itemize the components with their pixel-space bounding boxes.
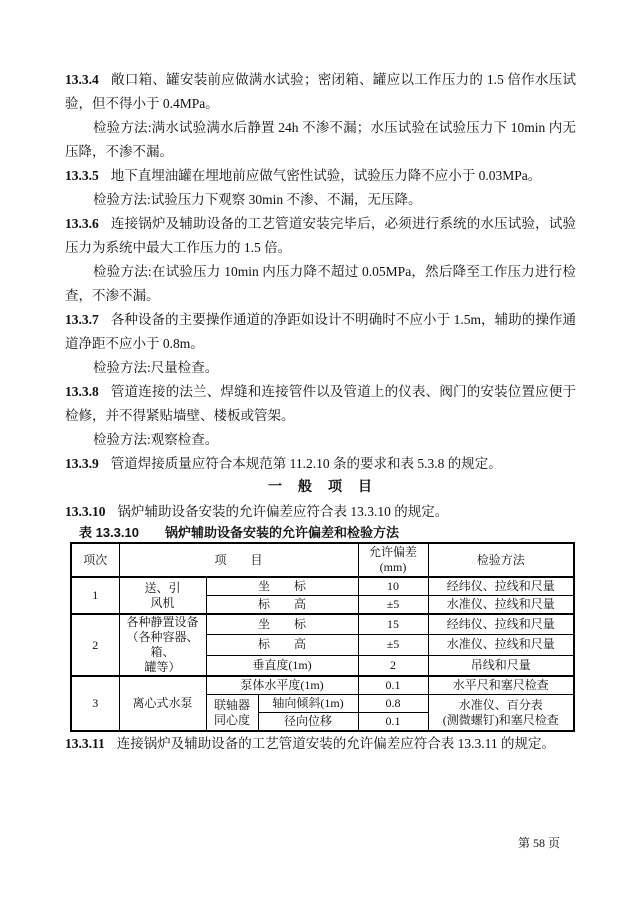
tolerance-cell: 10 [358,577,428,596]
table-caption-label: 表 13.3.10 [79,525,139,540]
section-text: 敞口箱、罐安装前应做满水试验；密闭箱、罐应以工作压力的 1.5 倍作水压试验，但不得小于 0.4MPa。 [65,72,576,111]
section-text: 各种设备的主要操作通道的净距如设计不明确时不应小于 1.5m，辅助的操作通道净距不应小于 0.8m。 [65,312,576,351]
method-cell: 水准仪、拉线和尺量 [428,635,574,655]
section-number: 13.3.7 [65,312,99,327]
item-group-cell [206,695,258,732]
item-cell: 泵体水平度(1m) [206,676,358,695]
method-text: 检验方法:满水试验满水后静置 24h 不渗不漏；水压试验在试验压力下 10min 内无压降，不渗不漏。 [65,120,576,159]
header-method: 检验方法 [428,543,574,577]
tolerance-cell: ±5 [358,635,428,655]
method-paragraph [65,356,576,380]
method-cell: 经纬仪、拉线和尺量 [428,577,574,596]
section-number: 13.3.9 [65,456,99,471]
device-cell [119,614,206,676]
item-cell: 垂直度(1m) [206,655,358,676]
tolerance-cell: 0.1 [358,676,428,695]
method-paragraph [65,116,576,164]
device-line: （各种容器、箱、 [126,630,199,659]
page-number: 第 58 页 [517,836,560,850]
section-text: 管道连接的法兰、焊缝和连接管件以及管道上的仪表、阀门的安装位置应便于检修，并不得紧贴墙壁、楼板或管架。 [65,384,576,423]
item-cell: 坐 标 [206,577,358,596]
section-13-3-7 [65,308,576,356]
header-tolerance-line1: 允许偏差 [368,545,417,559]
section-13-3-11 [65,732,576,756]
method-paragraph [65,428,576,452]
section-number: 13.3.8 [65,384,99,399]
table-row [71,676,574,695]
section-number: 13.3.6 [65,216,99,231]
method-text: 检验方法:观察检查。 [93,432,219,447]
device-line: 罐等） [144,660,181,674]
header-tolerance [358,543,428,577]
item-cell: 坐 标 [206,614,358,635]
device-line: 风机 [150,595,175,610]
section-13-3-5 [65,164,576,188]
tolerance-cell: 15 [358,614,428,635]
section-text: 锅炉辅助设备安装的允许偏差应符合表 13.3.10 的规定。 [117,504,449,519]
tolerance-cell: 2 [358,655,428,676]
section-number: 13.3.11 [65,736,105,751]
section-number: 13.3.10 [65,504,106,519]
section-13-3-9 [65,452,576,476]
header-tolerance-line2: (mm) [379,560,407,574]
section-number: 13.3.4 [65,72,99,87]
table-caption [79,524,576,541]
item-group-line: 同心度 [213,712,250,727]
section-13-3-6 [65,212,576,260]
method-cell: 经纬仪、拉线和尺量 [428,614,574,635]
method-text: 检验方法:试验压力下观察 30min 不渗、不漏，无压降。 [93,192,422,207]
item-cell: 轴向倾斜(1m) [258,695,358,713]
section-text: 地下直埋油罐在埋地前应做气密性试验，试验压力降不应小于 0.03MPa。 [110,168,542,183]
general-items-heading: 一 般 项 目 [268,480,373,495]
method-text: 检验方法:在试验压力 10min 内压力降不超过 0.05MPa，然后降至工作压力进行检查，不渗不漏。 [65,264,576,303]
header-item: 项 目 [119,543,358,577]
tolerance-cell: 0.8 [358,695,428,713]
method-cell [428,695,574,732]
item-no-cell: 3 [71,676,119,731]
table-row [71,614,574,635]
method-paragraph [65,188,576,212]
method-cell: 吊线和尺量 [428,655,574,676]
method-cell: 水平尺和塞尺检查 [428,676,574,695]
section-text: 连接锅炉及辅助设备的工艺管道安装的允许偏差应符合表 13.3.11 的规定。 [116,736,556,751]
method-line: (测微螺钉)和塞尺检查 [442,712,559,727]
section-text: 管道焊接质量应符合本规范第 11.2.10 条的要求和表 5.3.8 的规定。 [110,456,502,471]
device-cell: 离心式水泵 [119,676,206,731]
tolerance-cell: ±5 [358,596,428,615]
section-13-3-8 [65,380,576,428]
section-text: 连接锅炉及辅助设备的工艺管道安装完毕后，必须进行系统的水压试验，试验压力为系统中最大工作压力的 1.5 倍。 [65,216,576,255]
tolerance-cell: 0.1 [358,713,428,732]
item-no-cell: 2 [71,614,119,676]
device-cell [119,577,206,614]
tolerance-table [70,542,575,732]
section-number: 13.3.5 [65,168,99,183]
method-text: 检验方法:尺量检查。 [93,360,219,375]
device-line: 各种静置设备 [126,615,199,629]
item-cell: 标 高 [206,596,358,615]
device-line: 送、引 [144,580,181,595]
method-cell: 水准仪、拉线和尺量 [428,596,574,615]
section-13-3-4 [65,68,576,116]
item-cell: 标 高 [206,635,358,655]
item-group-line: 联轴器 [213,697,250,712]
header-item-no: 项次 [71,543,119,577]
section-13-3-10 [65,500,576,524]
table-caption-title: 锅炉辅助设备安装的允许偏差和检验方法 [165,525,400,540]
item-no-cell: 1 [71,577,119,614]
item-cell: 径向位移 [258,713,358,732]
table-row [71,577,574,596]
method-line: 水准仪、百分表 [458,697,543,712]
method-paragraph [65,260,576,308]
table-header-row [71,543,574,577]
